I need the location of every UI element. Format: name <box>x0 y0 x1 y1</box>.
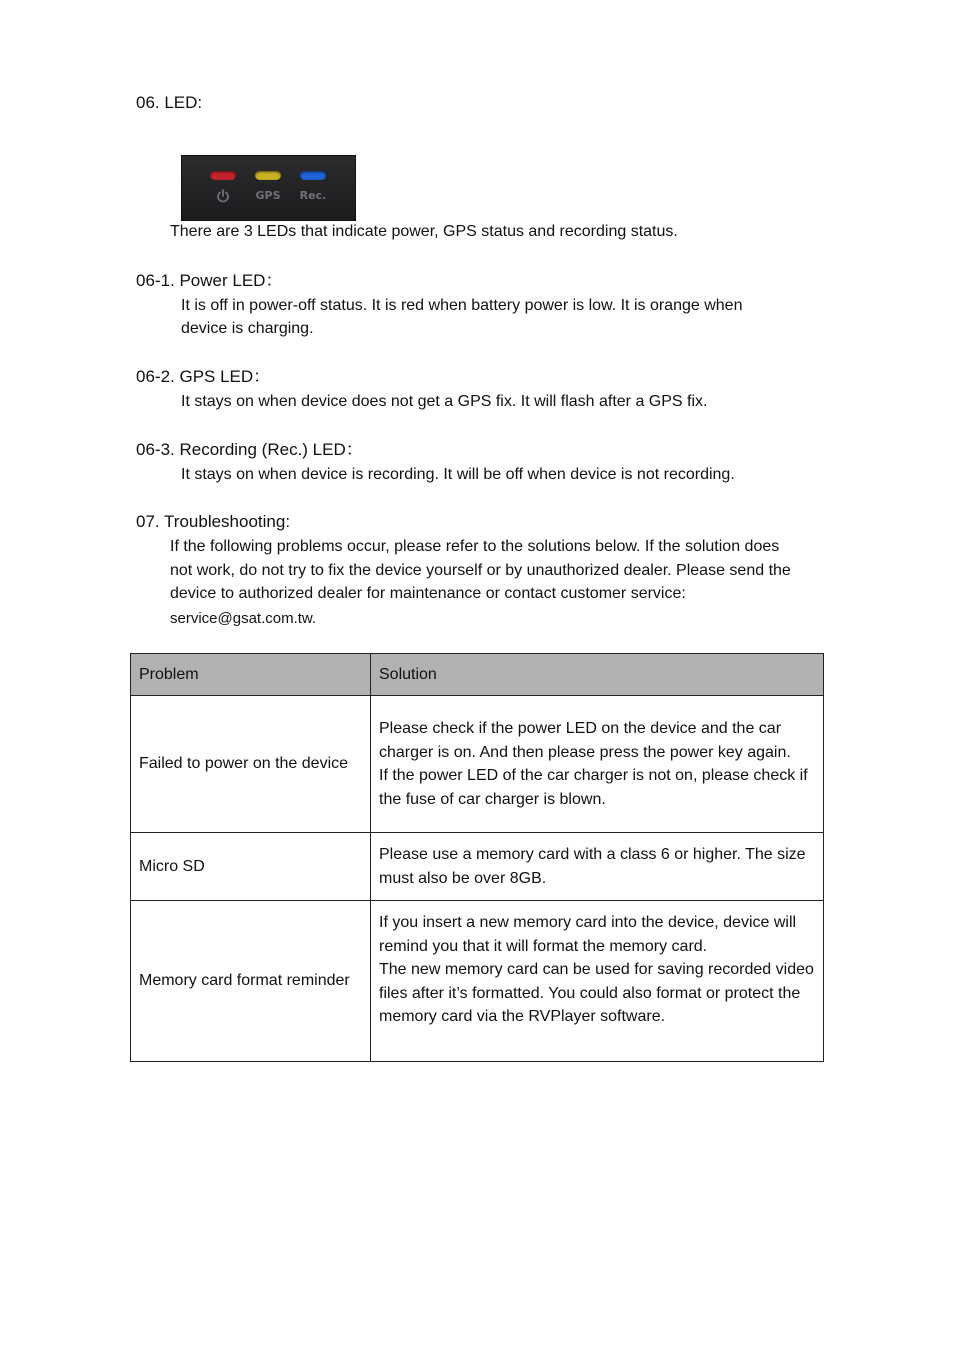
table-header-problem: Problem <box>131 654 371 696</box>
solution-cell <box>371 833 824 901</box>
table-header-solution: Solution <box>371 654 824 696</box>
gps-led-text: It stays on when device does not get a GPS fix. It will flash after a GPS fix. <box>181 393 708 410</box>
power-led-text-line1: It is off in power-off status. It is red when battery power is low. It is orange when <box>181 297 743 314</box>
troubleshooting-text-line3: device to authorized dealer for maintenance or contact customer service: <box>170 585 686 602</box>
led-panel-image <box>181 155 356 221</box>
table-header-row <box>131 654 824 696</box>
power-led-text-line2: device is charging. <box>181 320 314 337</box>
problem-cell: Micro SD <box>131 833 371 901</box>
solution-line: The new memory card can be used for saving recorded video files after it’s formatted. You could also format or protect the memory card via the RVPlayer software. <box>379 961 814 1025</box>
problem-cell: Failed to power on the device <box>131 696 371 833</box>
rec-led-light <box>300 171 326 180</box>
table-row <box>131 833 824 901</box>
gps-led-heading: 06-2. GPS LED： <box>136 367 271 386</box>
gps-led-light <box>255 171 281 180</box>
solution-line: If you insert a new memory card into the device, device will remind you that it will format the memory card. <box>379 914 797 955</box>
solution-line: Please check if the power LED on the device and the car charger is on. And then please press the power key again. <box>379 720 791 761</box>
troubleshooting-table <box>130 653 824 1062</box>
power-led-light <box>210 171 236 180</box>
solution-line: If the power LED of the car charger is not on, please check if the fuse of car charger is blown. <box>379 767 808 808</box>
table-row <box>131 901 824 1062</box>
rec-led-heading: 06-3. Recording (Rec.) LED： <box>136 440 363 459</box>
problem-cell: Memory card format reminder <box>131 901 371 1062</box>
solution-cell <box>371 696 824 833</box>
rec-led-label: Rec. <box>299 189 327 202</box>
rec-led-text: It stays on when device is recording. It will be off when device is not recording. <box>181 466 735 483</box>
troubleshooting-heading: 07. Troubleshooting: <box>136 512 291 531</box>
power-led-heading: 06-1. Power LED： <box>136 271 283 290</box>
solution-cell <box>371 901 824 1062</box>
gps-led-label: GPS <box>255 189 281 202</box>
troubleshooting-text-line2: not work, do not try to fix the device yourself or by unauthorized dealer. Please send the <box>170 562 791 579</box>
troubleshooting-text-line1: If the following problems occur, please refer to the solutions below. If the solution does <box>170 538 780 555</box>
service-email: service@gsat.com.tw. <box>170 610 317 627</box>
solution-line: Please use a memory card with a class 6 or higher. The size must also be over 8GB. <box>379 846 806 887</box>
table-row <box>131 696 824 833</box>
power-icon <box>216 189 230 203</box>
led-heading: 06. LED: <box>136 93 203 112</box>
led-intro-text: There are 3 LEDs that indicate power, GPS status and recording status. <box>170 223 678 240</box>
